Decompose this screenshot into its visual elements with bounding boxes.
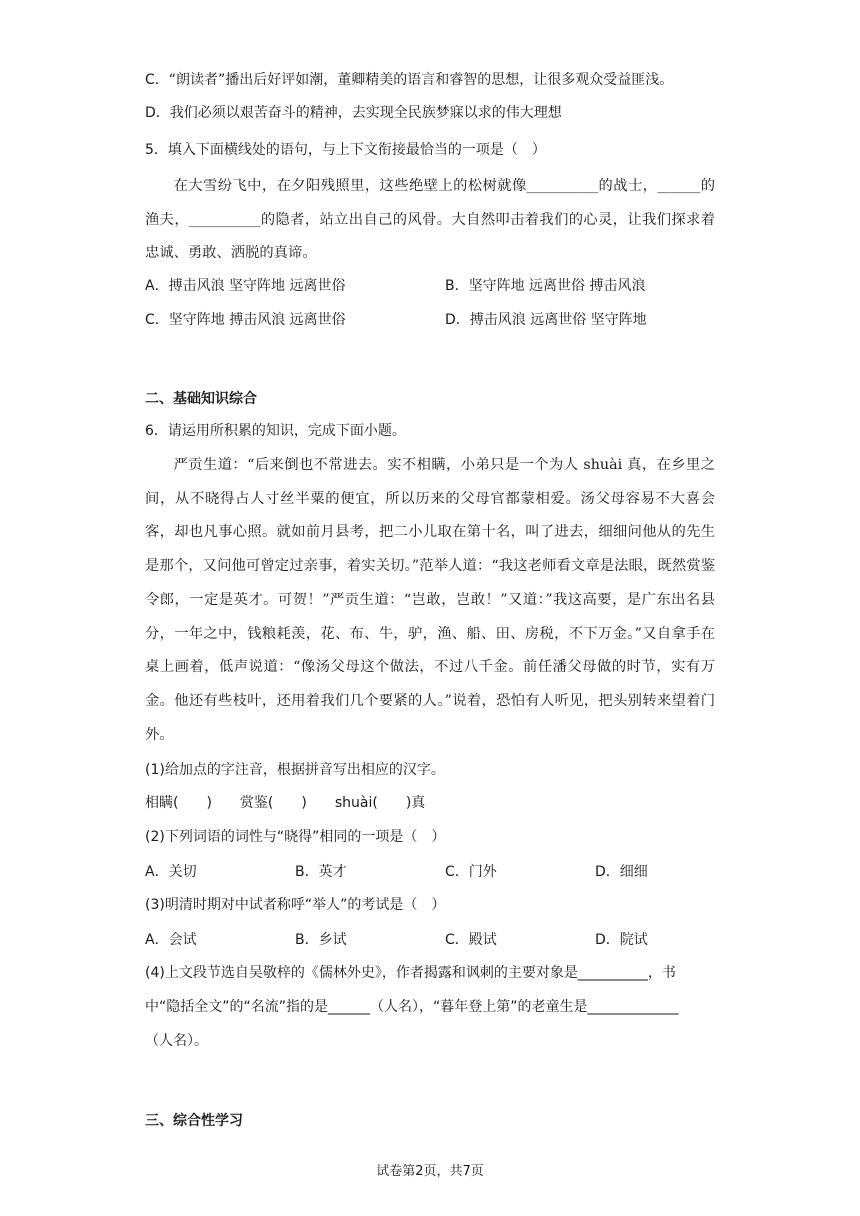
q6-sub3-stem: (3)明清时期对中试者称呼“举人”的考试是（ ）: [145, 897, 446, 913]
q6-passage-text: 严贡生道：“后来倒也不常进去。实不相瞒，小弟只是一个为人 shuài 真，在乡里之间，从不晓得占人寸丝半粟的便宜，所以历来的父母官都蒙相爱。汤父母容易不大喜会客，却也凡事心照。就如前月县考，把二小儿取在第十名，叫了进去，细细问他从的先生是那个，又问他可曾定过亲事，着实关切。”范举人道：“我这老师看文章是法眼，既然赏鉴令郎，一定是英才。可贺！”严贡生道：“岂敢，岂敢！”又道：”我这高要，是广东出名县分，一年之中，钱粮耗羡，花、布、牛，驴，渔、船、田、房税，不下万金。”又自拿手在桌上画着，低声说道：“像汤父母这个做法，不过八千金。前任潘父母做的时节，实有万金。他还有些枝叶，还用着我们几个要紧的人。”说着，恐怕有人听见，把头别转来望着门外。: [145, 457, 715, 743]
q5-passage-text: 在大雪纷飞中，在夕阳残照里，这些绝壁上的松树就像__________的战士，______的渔夫，__________的隐者，站立出自己的风骨。大自然叩击着我们的心灵，让我们探求着忠诚、勇敢、洒脱的真谛。: [145, 178, 715, 262]
section2-title: 二、基础知识综合: [145, 391, 257, 407]
q6-sub2-option-d: D．细细: [595, 864, 648, 880]
q6-sub1-stem: (1)给加点的字注音，根据拼音写出相应的汉字。: [145, 762, 445, 778]
q6-sub2-stem: (2)下列词语的词性与“晓得”相同的一项是（ ）: [145, 829, 446, 845]
q6-sub2-option-b: B．英才: [295, 864, 347, 880]
q6-sub2-option-a: A．关切: [145, 864, 197, 880]
q6-sub4-line2: 中“隐括全文”的“名流”指的是______（人名），“暮年登上第”的老童生是_____________: [145, 999, 679, 1015]
q5-stem: 5．填入下面横线处的语句，与上下文衔接最恰当的一项是（ ）: [145, 142, 546, 158]
q6-sub2-option-c: C．门外: [445, 864, 497, 880]
q6-sub3-option-a: A．会试: [145, 932, 197, 948]
page-footer: 试卷第2页，共7页: [376, 1164, 484, 1179]
q6-sub3-option-d: D．院试: [595, 932, 648, 948]
q5-option-c: C．坚守阵地 搏击风浪 远离世俗: [145, 312, 346, 328]
q4-option-c: C．“朗读者”播出后好评如潮，董卿精美的语言和睿智的思想，让很多观众受益匪浅。: [145, 72, 674, 88]
q6-sub1-items: 相瞒( ) 赏鉴( ) shuài( )真: [145, 795, 426, 811]
q6-passage: [145, 449, 715, 752]
section3-title: 三、综合性学习: [145, 1113, 243, 1129]
q5-option-a: A．搏击风浪 坚守阵地 远离世俗: [145, 278, 346, 294]
q5-option-d: D．搏击风浪 远离世俗 坚守阵地: [445, 312, 647, 328]
q6-sub3-option-b: B．乡试: [295, 932, 347, 948]
q6-sub4-line3: （人名）。: [145, 1033, 208, 1049]
q5-option-b: B．坚守阵地 远离世俗 搏击风浪: [445, 278, 646, 294]
q6-stem: 6．请运用所积累的知识，完成下面小题。: [145, 423, 406, 439]
q5-passage: [145, 170, 715, 271]
q4-option-d: D．我们必须以艰苦奋斗的精神，去实现全民族梦寐以求的伟大理想: [145, 105, 562, 121]
q6-sub3-option-c: C．殿试: [445, 932, 497, 948]
q6-sub4-line1: (4)上文段节选自吴敬梓的《儒林外史》，作者揭露和讽刺的主要对象是__________，书: [145, 965, 676, 981]
